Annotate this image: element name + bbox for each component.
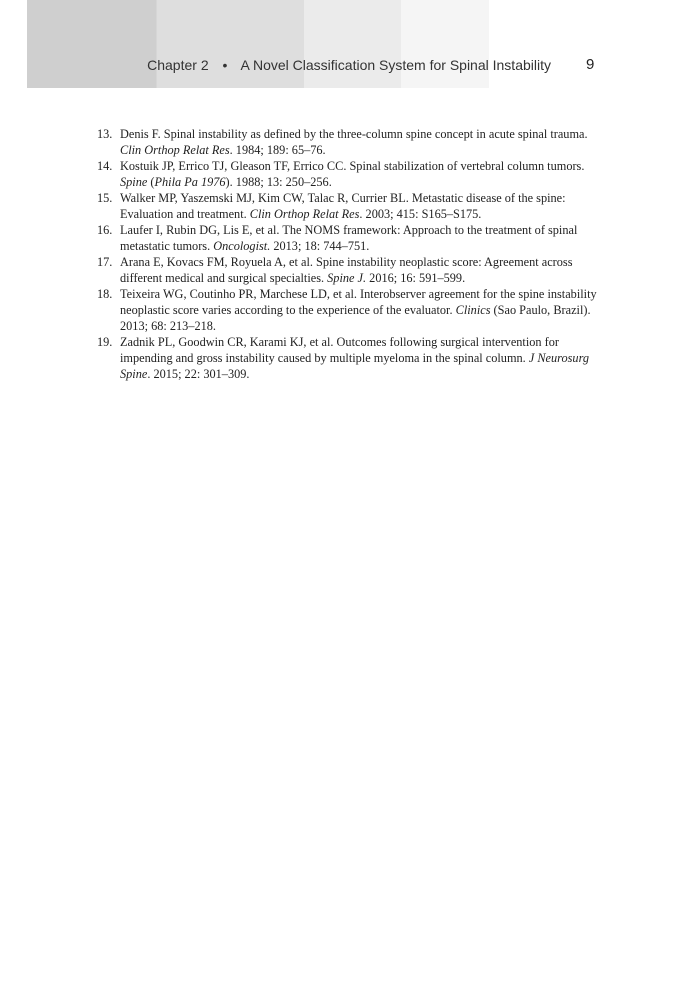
- reference-text: Arana E, Kovacs FM, Royuela A, et al. Spine instability neoplastic score: Agreement across different medical and surgical specialties.: [120, 255, 573, 285]
- reference-number: 15.: [97, 191, 113, 205]
- reference-details: (Sao Paulo, Brazil). 2013; 68: 213–218.: [120, 303, 591, 333]
- reference-details: . 1984; 189: 65–76.: [229, 143, 326, 157]
- header-band: [27, 0, 489, 88]
- reference-journal: Clin Orthop Relat Res: [120, 143, 230, 157]
- reference-text: Kostuik JP, Errico TJ, Gleason TF, Errico CC. Spinal stabilization of vertebral column tumors.: [120, 159, 585, 173]
- running-head: [0, 57, 551, 73]
- reference-item: [97, 286, 597, 334]
- reference-details: ). 1988; 13: 250–256.: [225, 175, 332, 189]
- reference-details: . 2015; 22: 301–309.: [147, 367, 250, 381]
- reference-details: 2013; 18: 744–751.: [270, 239, 370, 253]
- reference-journal: Clin Orthop Relat Res: [249, 207, 360, 221]
- reference-number: 13.: [97, 127, 113, 141]
- reference-text: Denis F. Spinal instability as defined by the three-column spine concept in acute spinal trauma.: [120, 127, 588, 141]
- reference-details: . 2003; 415: S165–S175.: [359, 207, 482, 221]
- reference-item: [97, 126, 597, 158]
- reference-number: 18.: [97, 287, 113, 301]
- reference-text: Zadnik PL, Goodwin CR, Karami KJ, et al. Outcomes following surgical intervention for impending and gross instability caused by multiple myeloma in the spinal column.: [120, 335, 559, 365]
- reference-number: 14.: [97, 159, 113, 173]
- reference-paren: (: [147, 175, 155, 189]
- reference-journal: Spine J.: [327, 271, 367, 285]
- reference-journal: J Neurosurg Spine: [120, 351, 590, 381]
- reference-journal: Spine: [120, 175, 148, 189]
- reference-journal-extra: Phila Pa 1976: [154, 175, 226, 189]
- chapter-title: A Novel Classification System for Spinal Instability: [240, 57, 551, 73]
- reference-number: 17.: [97, 255, 113, 269]
- reference-journal: Oncologist.: [213, 239, 271, 253]
- reference-list: [97, 126, 597, 382]
- page-number: 9: [586, 56, 595, 73]
- reference-number: 16.: [97, 223, 113, 237]
- reference-item: [97, 334, 597, 382]
- chapter-label: Chapter 2: [147, 57, 209, 73]
- reference-journal: Clinics: [455, 303, 491, 317]
- reference-text: Laufer I, Rubin DG, Lis E, et al. The NOMS framework: Approach to the treatment of spinal metastatic tumors.: [120, 223, 578, 253]
- reference-text: Teixeira WG, Coutinho PR, Marchese LD, et al. Interobserver agreement for the spine instability neoplastic score varies according to the experience of the evaluator.: [120, 287, 597, 317]
- reference-details: 2016; 16: 591–599.: [366, 271, 466, 285]
- reference-number: 19.: [97, 335, 113, 349]
- reference-item: [97, 190, 597, 222]
- reference-text: Walker MP, Yaszemski MJ, Kim CW, Talac R, Currier BL. Metastatic disease of the spine: Evaluation and treatment.: [120, 191, 566, 221]
- reference-item: [97, 254, 597, 286]
- reference-item: [97, 158, 597, 190]
- reference-item: [97, 222, 597, 254]
- header-separator: •: [222, 57, 228, 73]
